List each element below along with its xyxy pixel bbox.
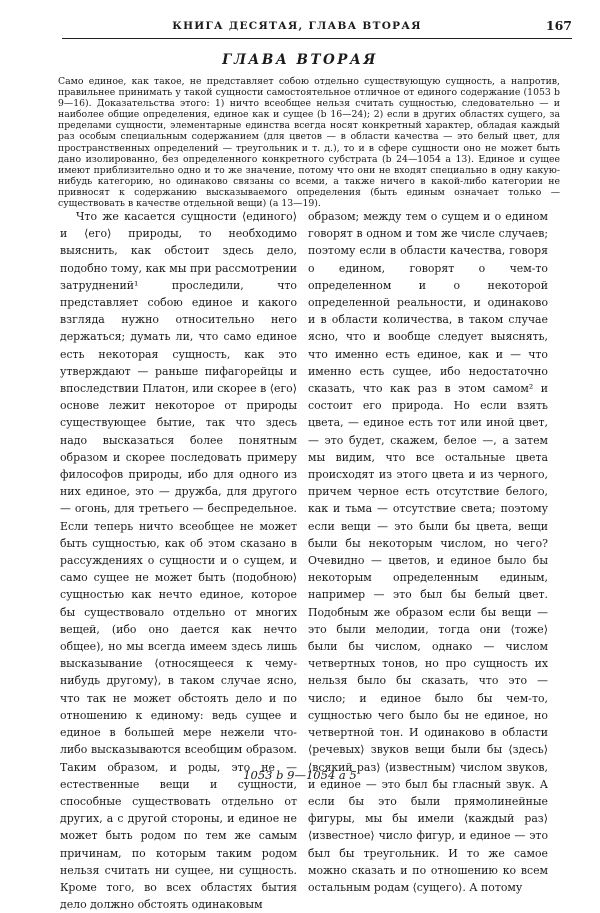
running-head — [62, 20, 572, 39]
running-head-title: КНИГА ДЕСЯТАЯ, ГЛАВА ВТОРАЯ — [172, 20, 422, 32]
page-number: 167 — [545, 18, 572, 33]
left-column-text: Что же касается сущности ⟨единого⟩ и ⟨его⟩ природы, то необходимо выяснить, как обстоит здесь дело, подобно тому, как мы при рассмотрении затруднений¹ проследили, что представляет собою единое и какого взгляда нужно относительно него держаться; думать ли, что само единое есть некоторая сущность, как это утверждают — раньше пифагорейцы и впоследствии Платон, или скорее в ⟨его⟩ основе лежит некоторое от природы существующее бытие, так что здесь надо высказаться более понятным образом и скорее последовать примеру философов природы, ибо для одного из них единое, это — дружба, для другого — огонь, для третьего — беспредельное. Если теперь ничто всеобщее не может быть сущностью, как об этом сказано в рассуждениях о сущности и о сущем, и само сущее не может быть ⟨подобною⟩ сущностью как нечто единое, которое бы существовало отдельно от многих вещей, (ибо оно дается как нечто общее), но мы всегда имеем здесь лишь высказывание ⟨относящееся к чему-нибудь другому⟩, в таком случае ясно, что так не может обстоять дело и по отношению к единому: ведь сущее и единое в большей мере нежели что-либо высказываются всеобщим образом. Таким образом, и роды, это не — естественные вещи и сущности, способные существовать отдельно от других, а с другой стороны, и единое не может быть родом по тем же самым причинам, по которым таким родом нельзя считать ни сущее, ни сущность. Кроме того, во всех областях бытия дело должно обстоять одинаковым — [60, 210, 297, 912]
chapter-summary: Само единое, как такое, не представляет собою отдельно существующую сущность, а напротив, правильнее принимать у такой сущности самостоятельное отличное от единого содержание (1053 b 9—16). Доказательства этого: 1) ничто всеобщее нельзя считать сущностью, следовательно — и наиболее общие определения, единое как и сущее (b 16—24); 2) если в других областях сущего, за пределами сущности, элементарные единства всегда носят конкретный характер, обладая каждый раз особым специальным содержанием (для цветов — в области качества — это белый цвет, для пространственных определений — треугольник и т. д.), то и в сфере сущности оно не может быть дано изолированно, без определенного конкретного субстрата (b 24—1054 a 13). Единое и сущее имеют приблизительно одно и то же значение, потому что они не входят специально в одну какую-нибудь категорию, но одинаково связаны со всеми, а также ничего в какой-либо категории не привносят к содержанию высказываемого определения (быть единым означает только — существовать в качестве отдельной вещи) (a 13—19). — [58, 76, 560, 210]
right-text-column — [308, 208, 548, 896]
left-text-column — [60, 208, 297, 913]
chapter-title: ГЛАВА ВТОРАЯ — [222, 52, 378, 68]
right-column-text: образом; между тем о сущем и о едином говорят в одном и том же числе случаев; поэтому если в области качества, говоря о едином, говорят о чем-то определенном и о некоторой определенной реальности, и одинаково и в области количества, в таком случае ясно, что и вообще следует выяснять, что именно есть единое, как и — что именно есть сущее, ибо недостаточно сказать, что как раз в этом самом² и состоит его природа. Но если взять цвета, — единое есть тот или иной цвет, — это будет, скажем, белое —, а затем мы видим, что все остальные цвета происходят из этого цвета и из черного, причем черное есть отсутствие белого, как и тьма — отсутствие света; поэтому если вещи — это были бы цвета, вещи были бы некоторым числом, но чего? Очевидно — цветов, и единое было бы некоторым определенным единым, например — это был бы белый цвет. Подобным же образом если бы вещи — это были мелодии, тогда они ⟨тоже⟩ были бы числом, однако — числом четвертных тонов, но про сущность их нельзя было бы сказать, что это — число; и единое было бы чем-то, сущностью чего было бы не единое, но четвертной тон. И одинаково в области ⟨речевых⟩ звуков вещи были бы ⟨здесь⟩ ⟨всякий раз⟩ ⟨известным⟩ числом звуков, и единое — это был бы гласный звук. А если бы это были прямолинейные фигуры, мы бы имели ⟨каждый раз⟩ ⟨известное⟩ число фигур, и единое — это был бы треугольник. И то же самое можно сказать и по отношению ко всем остальным родам ⟨сущего⟩. А потому — [308, 210, 548, 894]
bekker-reference: 1053 b 9—1054 a 5 — [243, 768, 357, 782]
